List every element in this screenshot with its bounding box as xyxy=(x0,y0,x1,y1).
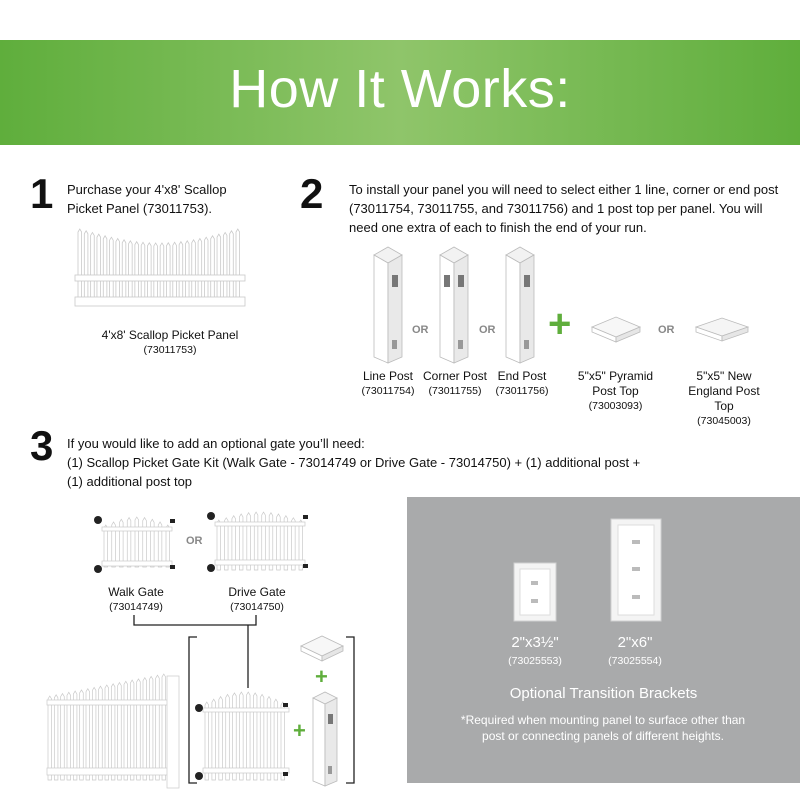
bracket-small-image xyxy=(510,559,560,625)
drive-gate-name: Drive Gate xyxy=(228,585,286,599)
plus-icon: + xyxy=(293,718,306,743)
new-england-post-top-name: 5"x5" New England Post Top xyxy=(688,369,760,413)
page-title: How It Works: xyxy=(229,59,571,119)
picket xyxy=(118,683,122,780)
plus-icon: + xyxy=(315,664,328,689)
scallop-panel-code: (73011753) xyxy=(143,344,197,356)
picket xyxy=(111,684,115,780)
picket xyxy=(67,692,71,780)
pyramid-post-top-code: (73003093) xyxy=(588,400,643,412)
additional-post-image xyxy=(310,690,340,788)
picket xyxy=(226,694,230,780)
scallop-panel-name: 4'x8' Scallop Picket Panel xyxy=(101,328,239,342)
end-post-name: End Post xyxy=(497,369,547,383)
picket xyxy=(105,685,109,780)
drive-gate-code: (73014750) xyxy=(230,601,284,613)
corner-post-name: Corner Post xyxy=(422,369,488,383)
brackets-note: *Required when mounting panel to surface other than post or connecting panels of different heights. xyxy=(460,713,746,743)
bracket-small-size: 2"x3½" xyxy=(511,634,559,651)
plus-icon: + xyxy=(548,302,572,346)
walk-gate-code: (73014749) xyxy=(109,601,163,613)
picket xyxy=(246,692,250,780)
bracket-small-code: (73025553) xyxy=(508,655,562,667)
or-label: OR xyxy=(186,535,203,547)
brackets-title: Optional Transition Brackets xyxy=(509,685,698,702)
transition-brackets-panel xyxy=(407,497,800,783)
picket xyxy=(124,681,128,780)
step-1-number: 1 xyxy=(30,170,54,217)
step-2-number: 2 xyxy=(300,170,324,217)
bracket-large-size: 2"x6" xyxy=(617,634,653,651)
picket xyxy=(143,678,147,780)
step-2-text: To install your panel you will need to select either 1 line, corner or end post (73011754, 73011755, and 73011756) and 1 post top per panel. You will need one extra of each to finish the end of your run. xyxy=(349,182,779,235)
additional-post-top-image xyxy=(298,634,346,664)
step-3-number: 3 xyxy=(30,422,54,469)
picket xyxy=(156,675,160,780)
picket xyxy=(48,696,52,780)
line-post-code: (73011754) xyxy=(361,385,415,397)
picket xyxy=(54,695,58,780)
fence-with-gate-illustration xyxy=(45,668,285,793)
line-post-name: Line Post xyxy=(362,369,414,383)
bracket-large-image xyxy=(607,515,665,625)
bracket-large-code: (73025554) xyxy=(608,655,662,667)
picket xyxy=(162,674,166,780)
new-england-post-top-code: (73045003) xyxy=(697,415,751,427)
corner-post-code: (73011755) xyxy=(428,385,482,397)
step-3-text-line3: (1) additional post top xyxy=(67,474,193,489)
picket xyxy=(137,679,141,780)
or-label: OR xyxy=(479,324,496,336)
picket xyxy=(233,693,237,780)
picket xyxy=(253,693,257,780)
walk-gate-name: Walk Gate xyxy=(108,585,164,599)
step-1-text: Purchase your 4'x8' Scallop Picket Panel (73011753). xyxy=(67,182,227,216)
end-post-code: (73011756) xyxy=(495,385,549,397)
picket xyxy=(149,676,153,780)
step-3-text-line2: (1) Scallop Picket Gate Kit (Walk Gate - 73014749 or Drive Gate - 73014750) + (1) additional post + xyxy=(67,455,641,470)
or-label: OR xyxy=(412,324,429,336)
picket xyxy=(240,692,244,780)
step-3-text-line1: If you would like to add an optional gate you’ll need: xyxy=(67,436,365,451)
picket xyxy=(130,680,134,780)
pyramid-post-top-name: 5"x5" Pyramid Post Top xyxy=(577,369,654,398)
picket xyxy=(61,694,65,780)
picket xyxy=(260,694,264,780)
or-label: OR xyxy=(658,324,675,336)
